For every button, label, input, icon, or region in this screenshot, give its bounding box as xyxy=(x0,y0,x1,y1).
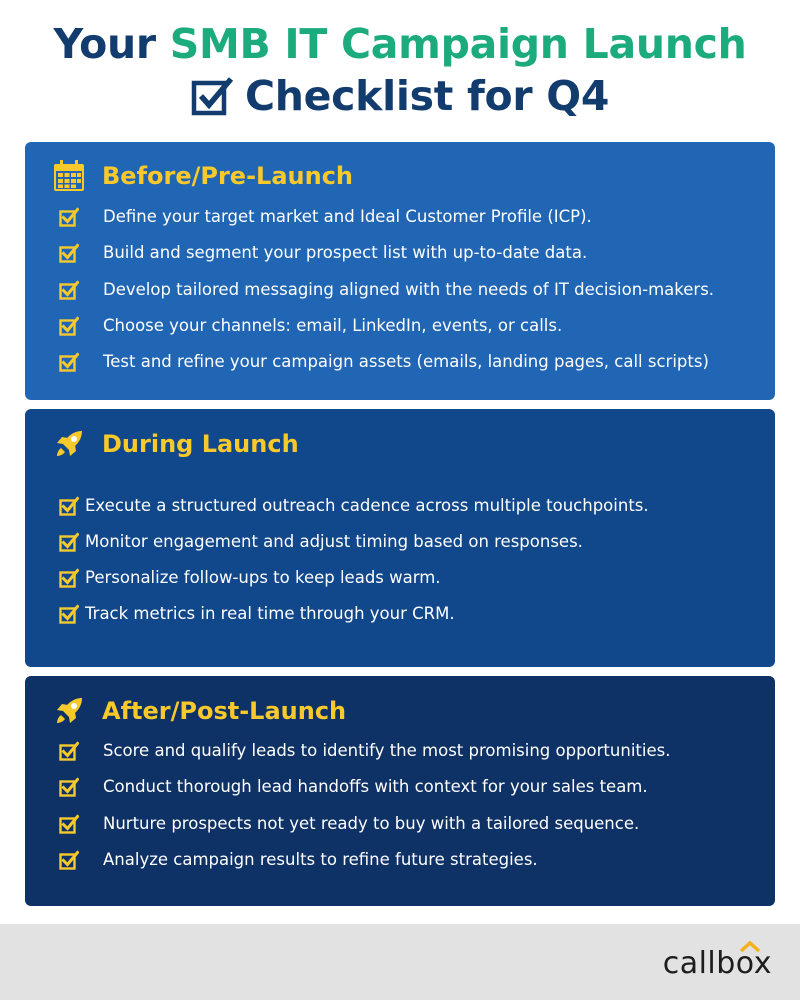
checkbox-checked-icon xyxy=(59,280,79,300)
calendar-icon xyxy=(52,159,86,193)
title-checklist: Checklist for Q4 xyxy=(244,72,610,120)
checkbox-checked-icon xyxy=(59,532,79,552)
checklist-item xyxy=(59,495,649,517)
section-during-launch xyxy=(25,409,775,667)
checklist-item-text: Conduct thorough lead handoffs with context for your sales team. xyxy=(103,777,648,796)
checklist-item-text: Choose your channels: email, LinkedIn, events, or calls. xyxy=(103,316,563,335)
checkbox-checked-icon xyxy=(59,496,79,516)
checklist-item xyxy=(59,315,562,337)
checklist-item xyxy=(59,776,648,798)
checkbox-checked-icon xyxy=(191,74,235,118)
checklist-item-text: Score and qualify leads to identify the most promising opportunities. xyxy=(103,741,671,760)
section-heading xyxy=(52,159,353,193)
checklist-item xyxy=(59,603,455,625)
checklist-item-text: Build and segment your prospect list with up-to-date data. xyxy=(103,243,588,262)
callbox-logo xyxy=(663,946,772,981)
checkbox-checked-icon xyxy=(59,814,79,834)
checklist-item-text: Personalize follow-ups to keep leads warm. xyxy=(85,568,441,587)
rocket-icon xyxy=(52,427,86,461)
checklist-item xyxy=(59,206,592,228)
checklist-item-text: Analyze campaign results to refine future strategies. xyxy=(103,850,538,869)
checklist-item-text: Test and refine your campaign assets (emails, landing pages, call scripts) xyxy=(103,352,709,371)
checkbox-checked-icon xyxy=(59,243,79,263)
section-heading-text: During Launch xyxy=(102,430,299,458)
checkbox-checked-icon xyxy=(59,568,79,588)
checklist-item-text: Develop tailored messaging aligned with the needs of IT decision-makers. xyxy=(103,280,715,299)
checklist-item-text: Monitor engagement and adjust timing based on responses. xyxy=(85,532,583,551)
checklist-item xyxy=(59,849,538,871)
section-heading xyxy=(52,694,346,728)
footer xyxy=(0,924,800,1000)
checkbox-checked-icon xyxy=(59,777,79,797)
checkbox-checked-icon xyxy=(59,850,79,870)
title-line-1 xyxy=(0,18,800,70)
checklist-item xyxy=(59,279,714,301)
checklist-item-text: Execute a structured outreach cadence across multiple touchpoints. xyxy=(85,496,649,515)
checklist-item-text: Nurture prospects not yet ready to buy with a tailored sequence. xyxy=(103,814,640,833)
checklist-item-text: Track metrics in real time through your CRM. xyxy=(85,604,455,623)
section-heading-text: Before/Pre-Launch xyxy=(102,162,354,190)
title-your: Your xyxy=(53,20,156,68)
checklist-item xyxy=(59,242,587,264)
section-heading-text: After/Post-Launch xyxy=(102,697,347,725)
checklist-item xyxy=(59,813,639,835)
section-before-launch xyxy=(25,142,775,400)
checkbox-checked-icon xyxy=(59,604,79,624)
rocket-icon xyxy=(52,694,86,728)
title-line-2 xyxy=(0,70,800,122)
checkbox-checked-icon xyxy=(59,352,79,372)
section-heading xyxy=(52,427,299,461)
checklist-item xyxy=(59,351,709,373)
logo-text: callbox xyxy=(662,946,772,981)
caret-up-icon xyxy=(739,940,761,952)
page-title xyxy=(0,18,800,122)
checkbox-checked-icon xyxy=(59,741,79,761)
checklist-item xyxy=(59,567,441,589)
checkbox-checked-icon xyxy=(59,316,79,336)
checklist-item xyxy=(59,531,583,553)
checklist-item xyxy=(59,740,670,762)
section-after-launch xyxy=(25,676,775,906)
checklist-item-text: Define your target market and Ideal Customer Profile (ICP). xyxy=(103,207,592,226)
title-highlight: SMB IT Campaign Launch xyxy=(169,20,747,68)
checkbox-checked-icon xyxy=(59,207,79,227)
